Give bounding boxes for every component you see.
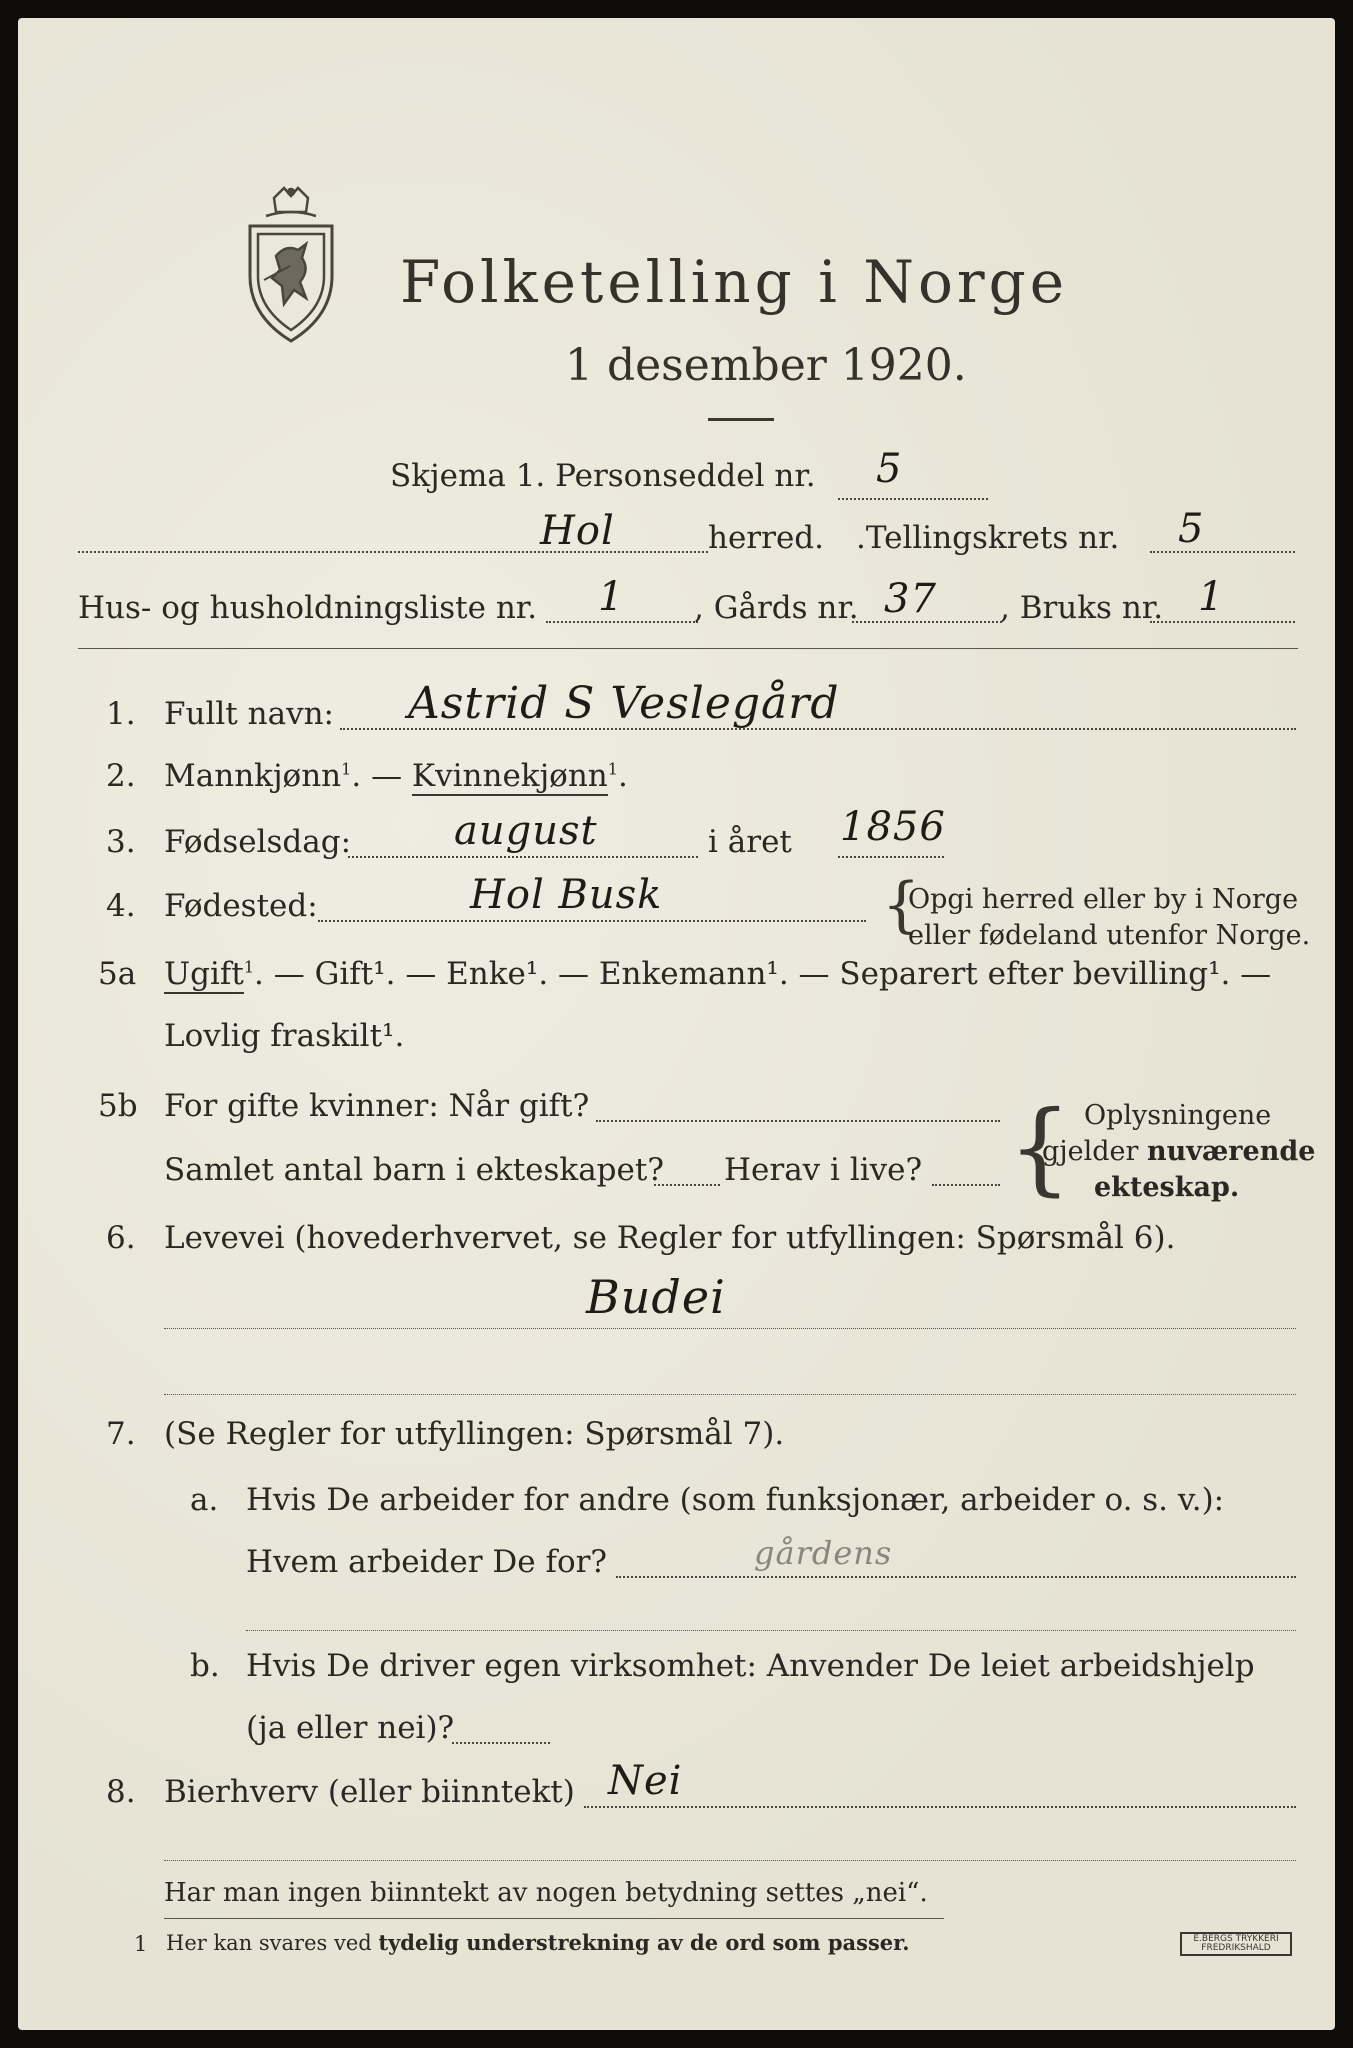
q5b-note2 bbox=[1042, 1136, 1315, 1167]
q7b-letter: b. bbox=[190, 1648, 220, 1684]
tellingskrets-nr[interactable]: 5 bbox=[1178, 506, 1205, 552]
q5b-brace: { bbox=[1008, 1089, 1072, 1206]
q8-label: Bierhverv (eller biinntekt) bbox=[164, 1774, 575, 1810]
q8-number: 8. bbox=[106, 1774, 136, 1810]
q7a-line2 bbox=[246, 1630, 1296, 1631]
q3-number: 3. bbox=[106, 824, 136, 860]
q7a-letter: a. bbox=[190, 1482, 219, 1518]
personseddel-line bbox=[838, 498, 988, 500]
q5b-label1: For gifte kvinner: Når gift? bbox=[164, 1088, 590, 1124]
gards-nr[interactable]: 37 bbox=[884, 576, 937, 622]
q7a-label2: Hvem arbeider De for? bbox=[246, 1544, 608, 1580]
q7-label: (Se Regler for utfyllingen: Spørsmål 7). bbox=[164, 1416, 785, 1452]
q7b-label2: (ja eller nei)? bbox=[246, 1710, 455, 1746]
q2-number: 2. bbox=[106, 758, 136, 794]
q5b-married-line bbox=[596, 1120, 1000, 1122]
q7b-label: Hvis De driver egen virksomhet: Anvender De leiet arbeidshjelp bbox=[246, 1648, 1255, 1684]
q1-number: 1. bbox=[106, 696, 136, 732]
full-name-answer[interactable]: Astrid S Veslegård bbox=[408, 678, 840, 729]
employer-answer[interactable]: gårdens bbox=[754, 1534, 893, 1572]
q2-options bbox=[164, 758, 628, 794]
census-form-page bbox=[18, 18, 1335, 2030]
male-option[interactable]: Mannkjønn bbox=[164, 758, 342, 794]
q5b-children-line bbox=[654, 1184, 720, 1186]
bruks-nr[interactable]: 1 bbox=[1198, 574, 1225, 620]
year-line bbox=[838, 856, 944, 858]
q6-label: Levevei (hovederhvervet, se Regler for utfyllingen: Spørsmål 6). bbox=[164, 1220, 1176, 1256]
header-rule bbox=[78, 648, 1298, 649]
q5a-options bbox=[164, 956, 1271, 992]
footnote-a: Her kan svares ved bbox=[166, 1931, 379, 1955]
footnote-number: 1 bbox=[134, 1932, 148, 1956]
husliste-label: Hus- og husholdningsliste nr. bbox=[78, 590, 538, 626]
form-title: Folketelling i Norge bbox=[400, 248, 1069, 316]
q2-sup-a: 1 bbox=[341, 759, 352, 779]
q7a-label: Hvis De arbeider for andre (som funksjonær, arbeider o. s. v.): bbox=[246, 1482, 1225, 1518]
q5b-alive-line bbox=[932, 1184, 1000, 1186]
q2-sup-b: 1 bbox=[607, 759, 618, 779]
coat-of-arms-icon bbox=[236, 186, 346, 346]
q4-brace: { bbox=[882, 870, 921, 940]
tellingskrets-line bbox=[1150, 551, 1295, 553]
q8-line bbox=[584, 1806, 1296, 1808]
q7-number: 7. bbox=[106, 1416, 136, 1452]
q6-line2 bbox=[164, 1394, 1296, 1395]
q6-line1 bbox=[164, 1328, 1296, 1329]
footnote-b: tydelig understrekning av de ord som passer. bbox=[378, 1930, 910, 1955]
q7a-employer-line bbox=[616, 1576, 1296, 1578]
q5b-note2a: gjelder bbox=[1042, 1136, 1148, 1167]
birth-year-answer[interactable]: 1856 bbox=[840, 804, 946, 850]
q4-note-line2: eller fødeland utenfor Norge. bbox=[908, 920, 1311, 951]
husliste-nr[interactable]: 1 bbox=[598, 574, 625, 620]
occupation-answer[interactable]: Budei bbox=[586, 1270, 726, 1324]
bruks-line bbox=[1150, 621, 1295, 623]
q6-number: 6. bbox=[106, 1220, 136, 1256]
birthday-answer[interactable]: august bbox=[454, 808, 598, 854]
q5b-note2b: nuværende bbox=[1147, 1136, 1316, 1167]
q5b-note3: ekteskap. bbox=[1094, 1172, 1240, 1203]
q4-note-line1: Opgi herred eller by i Norge bbox=[908, 884, 1299, 915]
q5a-sup: 1 bbox=[243, 957, 255, 977]
q5a-rest: . — Gift¹. — Enke¹. — Enkemann¹. — Separert efter bevilling¹. — bbox=[254, 956, 1272, 992]
skjema-label: Skjema 1. Personseddel nr. bbox=[390, 458, 816, 494]
bruks-label: , Bruks nr. bbox=[1000, 590, 1164, 626]
personseddel-nr[interactable]: 5 bbox=[876, 446, 903, 492]
q4-label: Fødested: bbox=[164, 888, 318, 924]
q5b-label3: Herav i live? bbox=[724, 1152, 923, 1188]
side-income-answer[interactable]: Nei bbox=[608, 1758, 683, 1804]
ugift-option-selected[interactable]: Ugift bbox=[164, 956, 244, 992]
q5a-line2: Lovlig fraskilt¹. bbox=[164, 1018, 405, 1054]
footer-note: Har man ingen biinntekt av nogen betydning settes „nei“. bbox=[164, 1878, 928, 1908]
birthplace-answer[interactable]: Hol Busk bbox=[470, 872, 663, 918]
year-label: i året bbox=[708, 824, 792, 860]
q5b-label2: Samlet antal barn i ekteskapet? bbox=[164, 1152, 664, 1188]
q8-line2 bbox=[164, 1860, 1296, 1861]
female-option-selected[interactable]: Kvinnekjønn bbox=[411, 758, 608, 794]
form-date: 1 desember 1920. bbox=[565, 340, 967, 391]
q3-line bbox=[348, 856, 698, 858]
footnote-text bbox=[166, 1930, 910, 1955]
husliste-line bbox=[546, 621, 698, 623]
herred-label: herred. bbox=[708, 520, 824, 556]
q5b-number: 5b bbox=[98, 1088, 138, 1124]
printer-stamp bbox=[1180, 1932, 1292, 1956]
stamp-line2: FREDRIKSHALD bbox=[1201, 1943, 1271, 1953]
q4-number: 4. bbox=[106, 888, 136, 924]
q7b-line bbox=[452, 1742, 550, 1744]
q1-label: Fullt navn: bbox=[164, 696, 334, 732]
footer-rule bbox=[164, 1918, 944, 1919]
q2-end-a: . bbox=[351, 758, 362, 794]
title-divider bbox=[708, 418, 774, 421]
q2-end-b: . bbox=[617, 758, 628, 794]
tellingskrets-label: .Tellingskrets nr. bbox=[856, 520, 1120, 556]
gards-label: , Gårds nr. bbox=[694, 590, 859, 626]
q5a-number: 5a bbox=[98, 956, 137, 992]
q2-dash: — bbox=[371, 758, 403, 794]
q3-label: Fødselsdag: bbox=[164, 824, 352, 860]
q4-line bbox=[318, 920, 866, 922]
stamp-line1: E.BERGS TRYKKERI bbox=[1193, 1934, 1279, 1944]
herred-value[interactable]: Hol bbox=[540, 508, 615, 554]
q5b-note1: Oplysningene bbox=[1084, 1100, 1272, 1131]
